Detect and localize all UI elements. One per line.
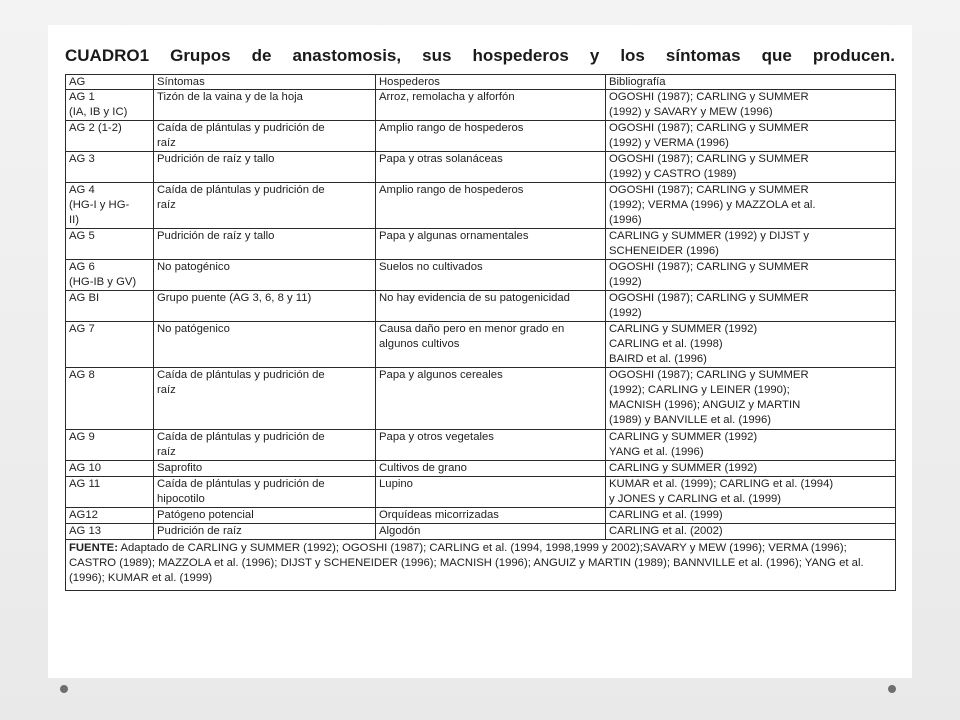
cell-line: Saprofito [157,462,203,474]
cell-line: Papa y algunas ornamentales [379,230,529,242]
cell-sintomas [154,152,376,183]
cell-line: No patógenico [157,323,230,335]
fuente-note [66,540,896,591]
cell-line: raíz [157,384,176,396]
cell-line: Tizón de la vaina y de la hoja [157,91,303,103]
cell-line: Algodón [379,525,421,537]
cell-line: (1992); VERMA (1996) y MAZZOLA et al. [609,199,816,211]
cell-line: Amplio rango de hospederos [379,122,524,134]
cell-line: AG 6 [69,261,95,273]
cell-sintomas [154,260,376,291]
cell-line: Papa y algunos cereales [379,369,503,381]
cell-hospederos [376,121,606,152]
cell-ag [66,368,154,430]
header-hospederos: Hospederos [376,75,606,90]
cell-line: CARLING et al. (1999) [609,509,723,521]
fuente-row [66,540,896,591]
anastomosis-table [65,74,896,591]
cell-line: CARLING y SUMMER (1992) y DIJST y [609,230,810,242]
cell-line: Caída de plántulas y pudrición de [157,369,325,381]
cell-ag [66,121,154,152]
table-row [66,121,896,152]
cell-ag [66,152,154,183]
cell-line: (1992); CARLING y LEINER (1990); [609,384,790,396]
cell-line: Causa daño pero en menor grado en [379,323,565,335]
cell-line: Pudrición de raíz [157,525,242,537]
cell-sintomas [154,90,376,121]
cell-sintomas [154,524,376,540]
cell-hospederos [376,461,606,477]
table-row [66,477,896,508]
cell-line: Suelos no cultivados [379,261,483,273]
cell-line: Orquídeas micorrizadas [379,509,499,521]
cell-line: AG 2 (1-2) [69,122,122,134]
cell-line: KUMAR et al. (1999); CARLING et al. (1994) [609,478,834,490]
cell-sintomas [154,430,376,461]
cell-line: CARLING et al. (1998) [609,338,723,350]
cell-line: CARLING et al. (2002) [609,525,723,537]
cell-sintomas [154,368,376,430]
cell-line: AG 11 [69,478,101,490]
document-image [65,38,895,591]
cell-line: CARLING y SUMMER (1992) [609,431,758,443]
cell-line: algunos cultivos [379,338,460,350]
table-row [66,524,896,540]
cell-line: Caída de plántulas y pudrición de [157,431,325,443]
cell-ag [66,90,154,121]
fuente-text: Adaptado de CARLING y SUMMER (1992); OGOSHI (1987); CARLING et al. (1994, 1998,1999 y 2002);SAVARY y MEW (1996); VERMA (1996); CASTRO (1989); MAZZOLA et al. (1996); DIJST y SCHENEIDER (1996); MACNISH (1996); ANGUIZ y MARTIN (1989); BANNVILLE et al. (1996); YANG et al. (1996); KUMAR et al. (1999) [69,542,864,584]
cell-line: No patogénico [157,261,230,273]
cell-line: SCHENEIDER (1996) [609,245,719,257]
cell-line: AG 1 [69,91,95,103]
cell-line: Papa y otros vegetales [379,431,494,443]
table-row [66,260,896,291]
cell-line: Arroz, remolacha y alforfón [379,91,515,103]
cell-line: II) [69,214,80,226]
table-row [66,291,896,322]
slide [48,25,912,678]
table-row [66,152,896,183]
cell-sintomas [154,183,376,229]
cell-line: AG 5 [69,230,95,242]
cell-bibliografia [606,90,896,121]
cell-hospederos [376,229,606,260]
cell-sintomas [154,322,376,368]
cell-line: Amplio rango de hospederos [379,184,524,196]
cell-line: AG 3 [69,153,95,165]
cell-line: AG BI [69,292,100,304]
cell-line: Cultivos de grano [379,462,467,474]
cell-sintomas [154,508,376,524]
cell-bibliografia [606,291,896,322]
cell-hospederos [376,368,606,430]
cell-line: OGOSHI (1987); CARLING y SUMMER [609,122,809,134]
table-row [66,461,896,477]
table-row [66,322,896,368]
cell-line: AG12 [69,509,98,521]
cell-line: Caída de plántulas y pudrición de [157,122,325,134]
header-bibliografia: Bibliografía [606,75,896,90]
cell-line: OGOSHI (1987); CARLING y SUMMER [609,184,809,196]
cell-line: MACNISH (1996); ANGUIZ y MARTIN [609,399,801,411]
table-title: CUADRO1 Grupos de anastomosis, sus hospederos y los síntomas que producen. [65,46,895,65]
cell-line: AG 13 [69,525,102,537]
cell-line: OGOSHI (1987); CARLING y SUMMER [609,369,809,381]
table-row [66,90,896,121]
cell-bibliografia [606,229,896,260]
cell-ag [66,461,154,477]
slide-dot-right [888,685,896,693]
cell-hospederos [376,430,606,461]
table-row [66,508,896,524]
cell-line: raíz [157,199,176,211]
cell-ag [66,430,154,461]
cell-line: OGOSHI (1987); CARLING y SUMMER [609,261,809,273]
cell-line: OGOSHI (1987); CARLING y SUMMER [609,292,809,304]
cell-bibliografia [606,152,896,183]
cell-hospederos [376,291,606,322]
cell-line: Lupino [379,478,413,490]
cell-ag [66,322,154,368]
cell-line: Caída de plántulas y pudrición de [157,184,325,196]
cell-sintomas [154,461,376,477]
cell-line: No hay evidencia de su patogenicidad [379,292,570,304]
cell-line: (1992) y VERMA (1996) [609,137,729,149]
cell-bibliografia [606,121,896,152]
cell-line: y JONES y CARLING et al. (1999) [609,493,782,505]
cell-bibliografia [606,183,896,229]
cell-bibliografia [606,461,896,477]
cell-line: (1992) y CASTRO (1989) [609,168,737,180]
cell-line: BAIRD et al. (1996) [609,353,707,365]
cell-bibliografia [606,322,896,368]
fuente-label: FUENTE: [69,542,118,554]
cell-line: CARLING y SUMMER (1992) [609,323,758,335]
cell-line: Grupo puente (AG 3, 6, 8 y 11) [157,292,312,304]
cell-line: OGOSHI (1987); CARLING y SUMMER [609,153,809,165]
cell-ag [66,291,154,322]
cell-line: raíz [157,137,176,149]
cell-hospederos [376,183,606,229]
cell-line: CARLING y SUMMER (1992) [609,462,758,474]
cell-line: YANG et al. (1996) [609,446,704,458]
cell-sintomas [154,291,376,322]
cell-bibliografia [606,430,896,461]
cell-hospederos [376,260,606,291]
cell-hospederos [376,90,606,121]
table-row [66,229,896,260]
cell-sintomas [154,229,376,260]
cell-line: (1996) [609,214,642,226]
table-row [66,183,896,229]
cell-line: (1992) y SAVARY y MEW (1996) [609,106,773,118]
cell-line: Patógeno potencial [157,509,254,521]
cell-line: Papa y otras solanáceas [379,153,503,165]
cell-hospederos [376,322,606,368]
cell-ag [66,229,154,260]
cell-hospederos [376,524,606,540]
cell-ag [66,477,154,508]
cell-line: AG 10 [69,462,102,474]
cell-line: (IA, IB y IC) [69,106,128,118]
cell-hospederos [376,477,606,508]
cell-line: (1992) [609,276,642,288]
cell-line: hipocotilo [157,493,205,505]
cell-hospederos [376,152,606,183]
cell-bibliografia [606,508,896,524]
slide-dot-left [60,685,68,693]
cell-ag [66,508,154,524]
cell-sintomas [154,477,376,508]
cell-line: Pudrición de raíz y tallo [157,153,275,165]
cell-sintomas [154,121,376,152]
table-body [66,90,896,540]
cell-ag [66,260,154,291]
header-ag: AG [66,75,154,90]
cell-line: AG 7 [69,323,95,335]
cell-line: (HG-IB y GV) [69,276,137,288]
cell-ag [66,524,154,540]
table-row [66,430,896,461]
cell-ag [66,183,154,229]
table-header-row [66,75,896,90]
cell-bibliografia [606,524,896,540]
cell-line: Caída de plántulas y pudrición de [157,478,325,490]
cell-line: AG 4 [69,184,95,196]
cell-line: AG 8 [69,369,95,381]
cell-line: raíz [157,446,176,458]
cell-hospederos [376,508,606,524]
cell-line: OGOSHI (1987); CARLING y SUMMER [609,91,809,103]
cell-line: (1992) [609,307,642,319]
cell-bibliografia [606,368,896,430]
cell-bibliografia [606,477,896,508]
cell-line: Pudrición de raíz y tallo [157,230,275,242]
cell-line: AG 9 [69,431,95,443]
cell-line: (1989) y BANVILLE et al. (1996) [609,414,772,426]
header-sintomas: Síntomas [154,75,376,90]
cell-bibliografia [606,260,896,291]
table-row [66,368,896,430]
cell-line: (HG-I y HG- [69,199,130,211]
